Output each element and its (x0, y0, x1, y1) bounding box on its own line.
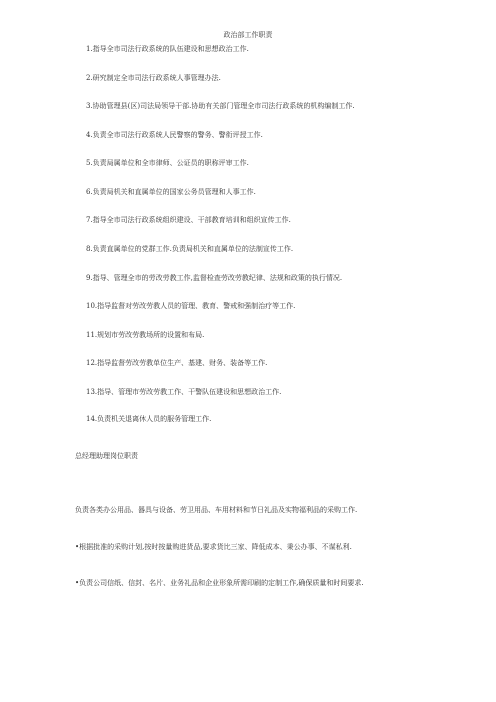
paragraph-1: 负责各类办公用品、器具与设备、劳卫用品、车用材料和节日礼品及实物福利品的采购工作. (75, 506, 358, 514)
duty-item-11: 11.规划市劳改劳教场所的设置和布局. (86, 331, 205, 339)
section-title-assistant-gm: 总经理助理岗位职责 (75, 452, 138, 460)
paragraph-2: •根据批准的采购计划,按时按量购进货品,要求货比三家、降低成本、秉公办事、不谋私利. (75, 543, 352, 551)
duty-item-3: 3.协助管理县(区)司法局领导干部.协助有关部门管理全市司法行政系统的机构编制工作. (86, 102, 355, 110)
duty-item-12: 12.指导监督劳改劳教单位生产、基建、财务、装备等工作. (86, 359, 268, 367)
duty-item-5: 5.负责局属单位和全市律师、公证员的职称评审工作. (86, 159, 249, 167)
duty-item-6: 6.负责局机关和直属单位的国家公务员管理和人事工作. (86, 188, 256, 196)
duty-item-1: 1.指导全市司法行政系统的队伍建设和思想政治工作. (86, 45, 249, 53)
duty-item-4: 4.负责全市司法行政系统人民警察的警务、警衔评授工作. (86, 131, 263, 139)
paragraph-3: •负责公司信纸、信封、名片、业务礼品和企业形象所需印刷的定制工作,确保质量和时间要求. (75, 579, 364, 587)
duty-item-7: 7.指导全市司法行政系统组织建设、干部教育培训和组织宣传工作. (86, 216, 291, 224)
duty-item-8: 8.负责直属单位的党群工作.负责局机关和直属单位的法制宣传工作. (86, 245, 294, 253)
section-title-political-department: 政治部工作职责 (223, 31, 273, 39)
duty-item-13: 13.指导、管理市劳改劳教工作、干警队伍建设和思想政治工作. (86, 388, 282, 396)
duty-item-14: 14.负责机关退离休人员的服务管理工作. (86, 415, 212, 423)
duty-item-2: 2.研究制定全市司法行政系统人事管理办法. (86, 74, 221, 82)
duty-item-9: 9.指导、管理全市的劳改劳教工作,监督检查劳改劳教纪律、法规和政策的执行情况. (86, 274, 343, 282)
duty-item-10: 10.指导监督对劳改劳教人员的管理、教育、警戒和强制治疗等工作. (86, 302, 296, 310)
